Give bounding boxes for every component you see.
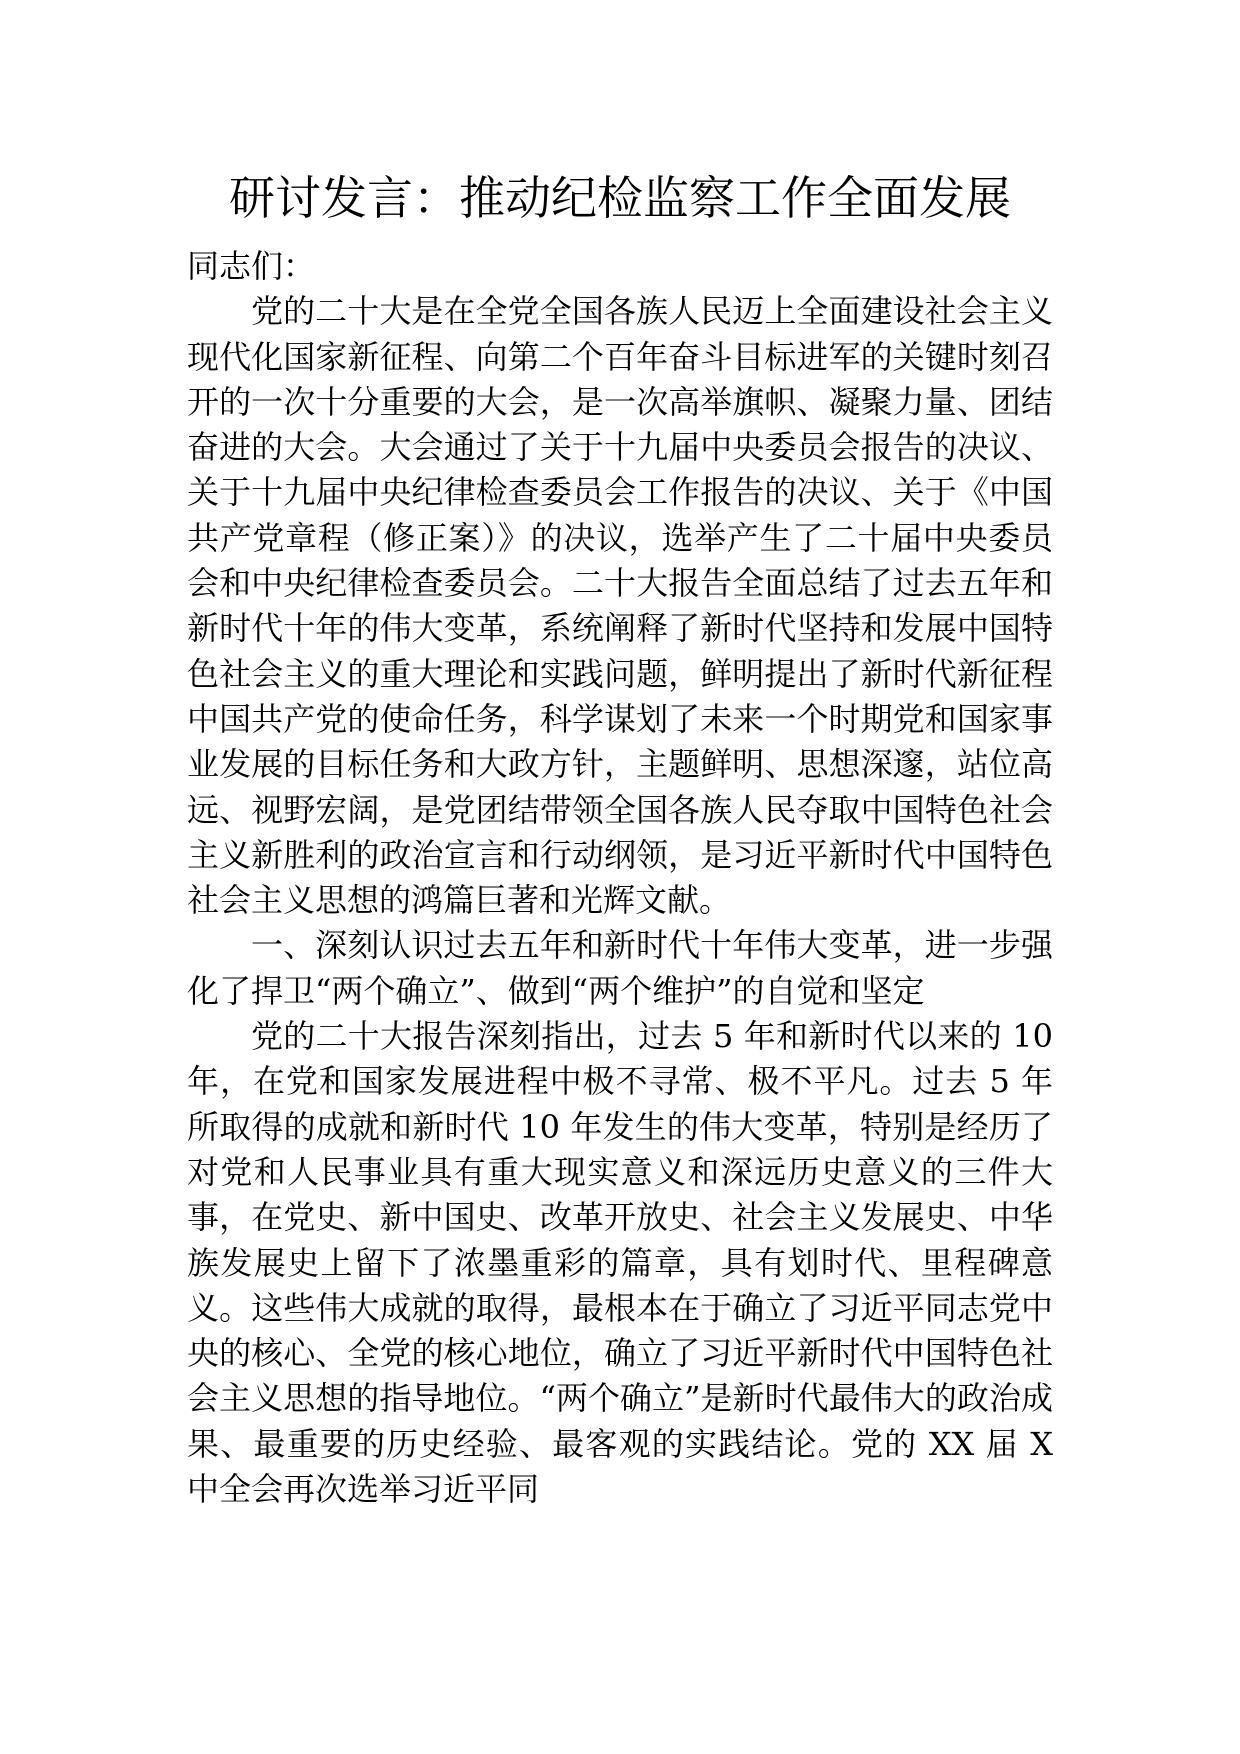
document-title: 研讨发言：推动纪检监察工作全面发展 [229,171,1011,225]
paragraph-section-1: 党的二十大报告深刻指出，过去 5 年和新时代以来的 10 年，在党和国家发展进程中极不寻常、极不平凡。过去 5 年所取得的成就和新时代 10 年发生的伟大变革，特别是经历了对党和人民事业具有重大现实意义和深远历史意义的三件大事，在党史、新中国史、改革开放史、社会主义发展史、中华族发展史上留下了浓墨重彩的篇章，具有划时代、里程碑意义。这些伟大成就的取得，最根本在于确立了习近平同志党中央的核心、全党的核心地位，确立了习近平新时代中国特色社会主义思想的指导地位。“两个确立”是新时代最伟大的政治成果、最重要的历史经验、最客观的实践结论。党的 XX 届 X 中全会再次选举习近平同 [187,1017,1053,1509]
section-heading-1: 一、深刻认识过去五年和新时代十年伟大变革，进一步强化了捍卫“两个确立”、做到“两个维护”的自觉和坚定 [187,926,1053,1010]
salutation: 同志们： [187,247,316,285]
document-body [187,244,1053,1512]
paragraph-intro: 党的二十大是在全党全国各族人民迈上全面建设社会主义现代化国家新征程、向第二个百年奋斗目标进军的关键时刻召开的一次十分重要的大会，是一次高举旗帜、凝聚力量、团结奋进的大会。大会通过了关于十九届中央委员会报告的决议、关于十九届中央纪律检查委员会工作报告的决议、关于《中国共产党章程（修正案）》的决议，选举产生了二十届中央委员会和中央纪律检查委员会。二十大报告全面总结了过去五年和新时代十年的伟大变革，系统阐释了新时代坚持和发展中国特色社会主义的重大理论和实践问题，鲜明提出了新时代新征程中国共产党的使命任务，科学谋划了未来一个时期党和国家事业发展的目标任务和大政方针，主题鲜明、思想深邃，站位高远、视野宏阔，是党团结带领全国各族人民夺取中国特色社会主义新胜利的政治宣言和行动纲领，是习近平新时代中国特色社会主义思想的鸿篇巨著和光辉文献。 [187,292,1053,920]
